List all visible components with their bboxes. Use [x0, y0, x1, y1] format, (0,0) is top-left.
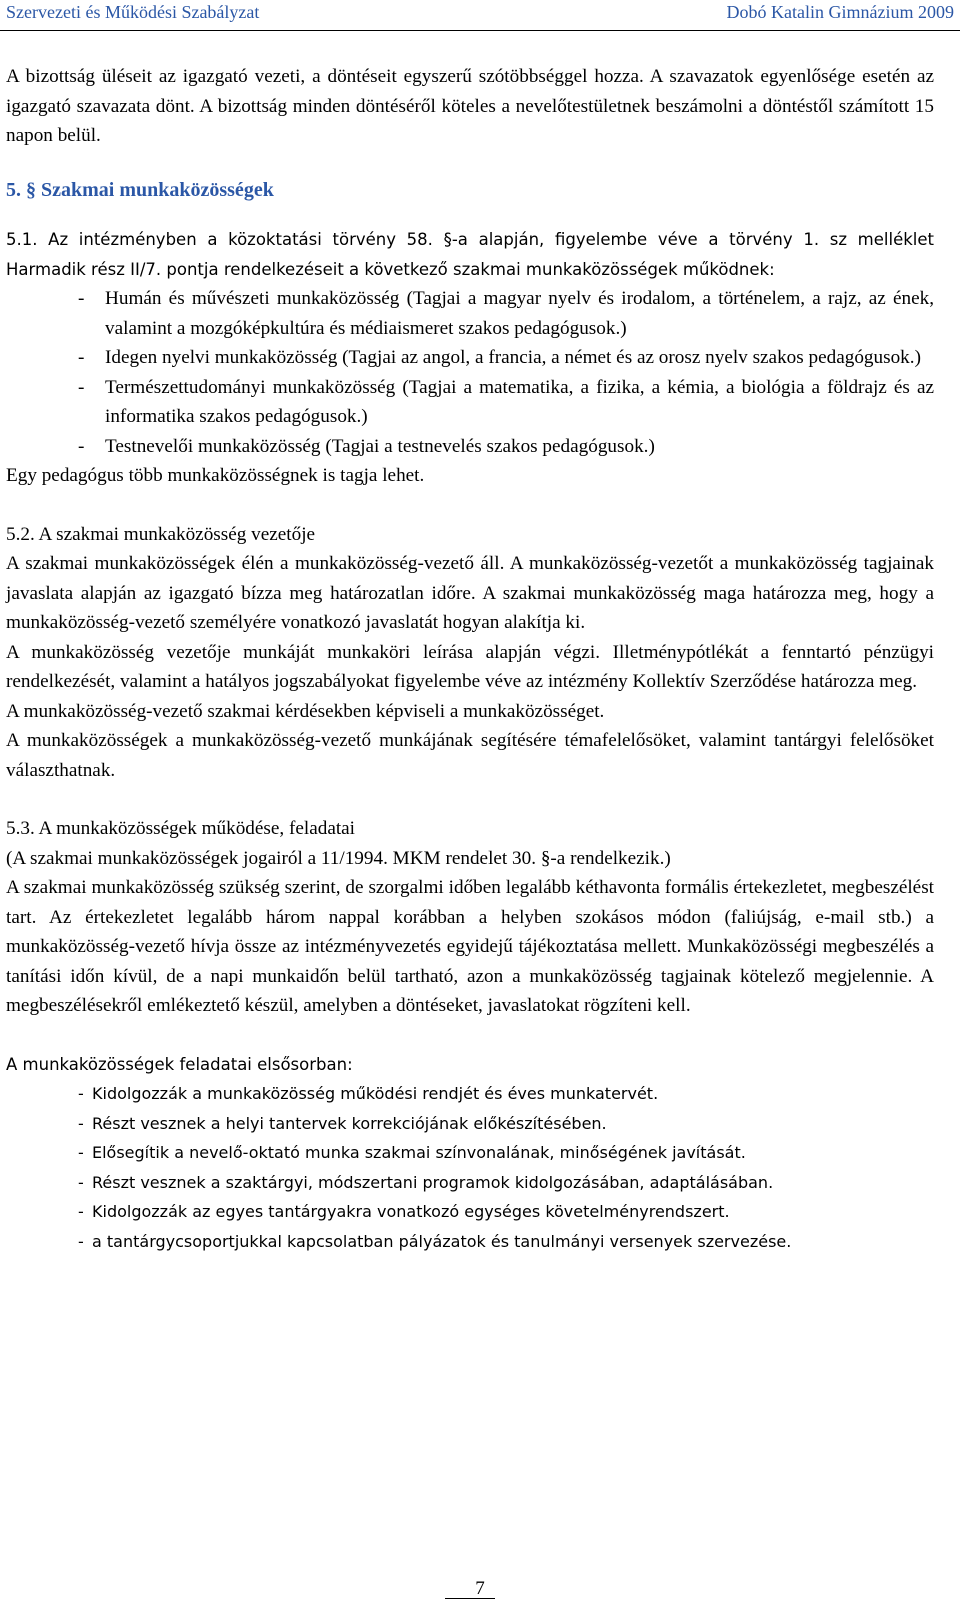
list-item — [6, 284, 934, 343]
list-item-text: Humán és művészeti munkaközösség (Tagjai a magyar nyelv és irodalom, a történelem, a rajz, az ének, valamint a mozgóképkultúra és médiaismeret szakos pedagógusok.) — [105, 288, 934, 339]
list-item-text: Idegen nyelvi munkaközösség (Tagjai az angol, a francia, a német és az orosz nyelv szakos pedagógusok.) — [105, 347, 921, 368]
list-bullet: - — [78, 1084, 84, 1103]
list-item-text: Természettudományi munkaközösség (Tagjai a matematika, a fizika, a kémia, a biológia a földrajz és az informatika szakos pedagógusok.) — [105, 376, 934, 427]
list-bullet: - — [78, 1231, 84, 1251]
section-5-2-title: 5.2. A szakmai munkaközösség vezetője — [6, 523, 316, 545]
list-bullet: - — [78, 1113, 84, 1133]
list-item — [6, 343, 934, 373]
list-bullet: - — [78, 1143, 84, 1162]
list-bullet: - — [78, 376, 85, 398]
list-bullet: - — [78, 435, 85, 457]
section-5-2-paragraph: A munkaközösség vezetője munkáját munkaköri leírása alapján végzi. Illetménypótlékát a fenntartó pénzügyi rendelkezését, valamint a hatályos jogszabályokat figyelembe véve az intézmény Kollektív Szerződése határozza meg. — [6, 641, 934, 692]
section-5-3-title: 5.3. A munkaközösségek működése, feladatai — [6, 818, 356, 839]
list-bullet: - — [78, 1202, 84, 1221]
list-bullet: - — [78, 347, 85, 368]
list-bullet: - — [78, 1172, 84, 1192]
section-5-2-paragraph: A munkaközösségek a munkaközösség-vezető munkájának segítésére témafelelősöket, valamint tantárgyi felelősöket választhatnak. — [6, 730, 934, 781]
document-body — [6, 62, 934, 1256]
membership-note: Egy pedagógus több munkaközösségnek is tagja lehet. — [6, 465, 425, 486]
list-bullet: - — [78, 288, 85, 309]
list-item — [6, 1079, 934, 1109]
list-item — [6, 432, 934, 462]
page-header — [6, 0, 954, 26]
section-5-1-intro: 5.1. Az intézményben a közoktatási törvény 58. §-a alapján, figyelembe véve a törvény 1. sz melléklet Harmadik rész II/7. pontja rendelkezéseit a következő szakmai munkaközösségek működnek: — [6, 230, 934, 279]
header-title-left: Szervezeti és Működési Szabályzat — [6, 2, 260, 22]
intro-paragraph: A bizottság üléseit az igazgató vezeti, a döntéseit egyszerű szótöbbséggel hozza. A szavazatok egyenlősége esetén az igazgató szavazata dönt. A bizottság minden döntéséről köteles a nevelőtestületnek beszámolni a döntéstől számított 15 napon belül. — [6, 66, 934, 146]
list-item — [6, 1197, 934, 1227]
list-item-text: Elősegítik a nevelő-oktató munka szakmai színvonalának, minőségének javítását. — [92, 1143, 746, 1162]
header-divider — [0, 30, 960, 31]
tasks-list — [6, 1079, 934, 1256]
section-5-3-reference: (A szakmai munkaközösségek jogairól a 11/1994. MKM rendelet 30. §-a rendelkezik.) — [6, 847, 671, 869]
list-item — [6, 1227, 934, 1257]
footer-divider — [445, 1598, 495, 1599]
list-item — [6, 373, 934, 432]
page-number: 7 — [475, 1578, 485, 1599]
section-5-3-paragraph: A szakmai munkaközösség szükség szerint, de szorgalmi időben legalább kéthavonta formális értekezletet, megbeszélést tart. Az értekezletet legalább három nappal korábban a helyben szokásos módon (faliújság, e-mail stb.) a munkaközösség-vezető hívja össze az intézményvezetés egyidejű tájékoztatása mellett. Munkaközösségi megbeszélés a tanítási időn kívül, de a napi munkaidőn belül tartható, azon a munkaközösség tagjainak kötelező megjelennie. A megbeszélésekről emlékeztető készül, amelyben a döntéseket, javaslatokat rögzíteni kell. — [6, 877, 934, 1016]
tasks-title: A munkaközösségek feladatai elsősorban: — [6, 1054, 353, 1074]
list-item-text: Kidolgozzák az egyes tantárgyakra vonatkozó egységes követelményrendszert. — [92, 1202, 730, 1221]
list-item — [6, 1168, 934, 1198]
section-heading: 5. § Szakmai munkaközösségek — [6, 178, 274, 201]
list-item-text: a tantárgycsoportjukkal kapcsolatban pályázatok és tanulmányi versenyek szervezése. — [92, 1231, 792, 1251]
list-item — [6, 1109, 934, 1139]
section-5-2-paragraph: A munkaközösség-vezető szakmai kérdésekben képviseli a munkaközösséget. — [6, 700, 605, 722]
list-item — [6, 1138, 934, 1168]
list-item-text: Részt vesznek a szaktárgyi, módszertani programok kidolgozásában, adaptálásában. — [92, 1172, 774, 1192]
list-item-text: Részt vesznek a helyi tantervek korrekciójának előkészítésében. — [92, 1113, 607, 1133]
list-item-text: Kidolgozzák a munkaközösség működési rendjét és éves munkatervét. — [92, 1084, 659, 1103]
section-5-2-paragraph: A szakmai munkaközösségek élén a munkaközösség-vezető áll. A munkaközösség-vezetőt a munkaközösség tagjainak javaslata alapján az igazgató bízza meg határozatlan időre. A szakmai munkaközösség maga határozza meg, hogy a munkaközösség-vezető személyére vonatkozó javaslatát hogyan alakítja ki. — [6, 553, 934, 633]
working-groups-list — [6, 284, 934, 461]
header-title-right: Dobó Katalin Gimnázium 2009 — [726, 2, 954, 22]
list-item-text: Testnevelői munkaközösség (Tagjai a testnevelés szakos pedagógusok.) — [105, 435, 655, 457]
